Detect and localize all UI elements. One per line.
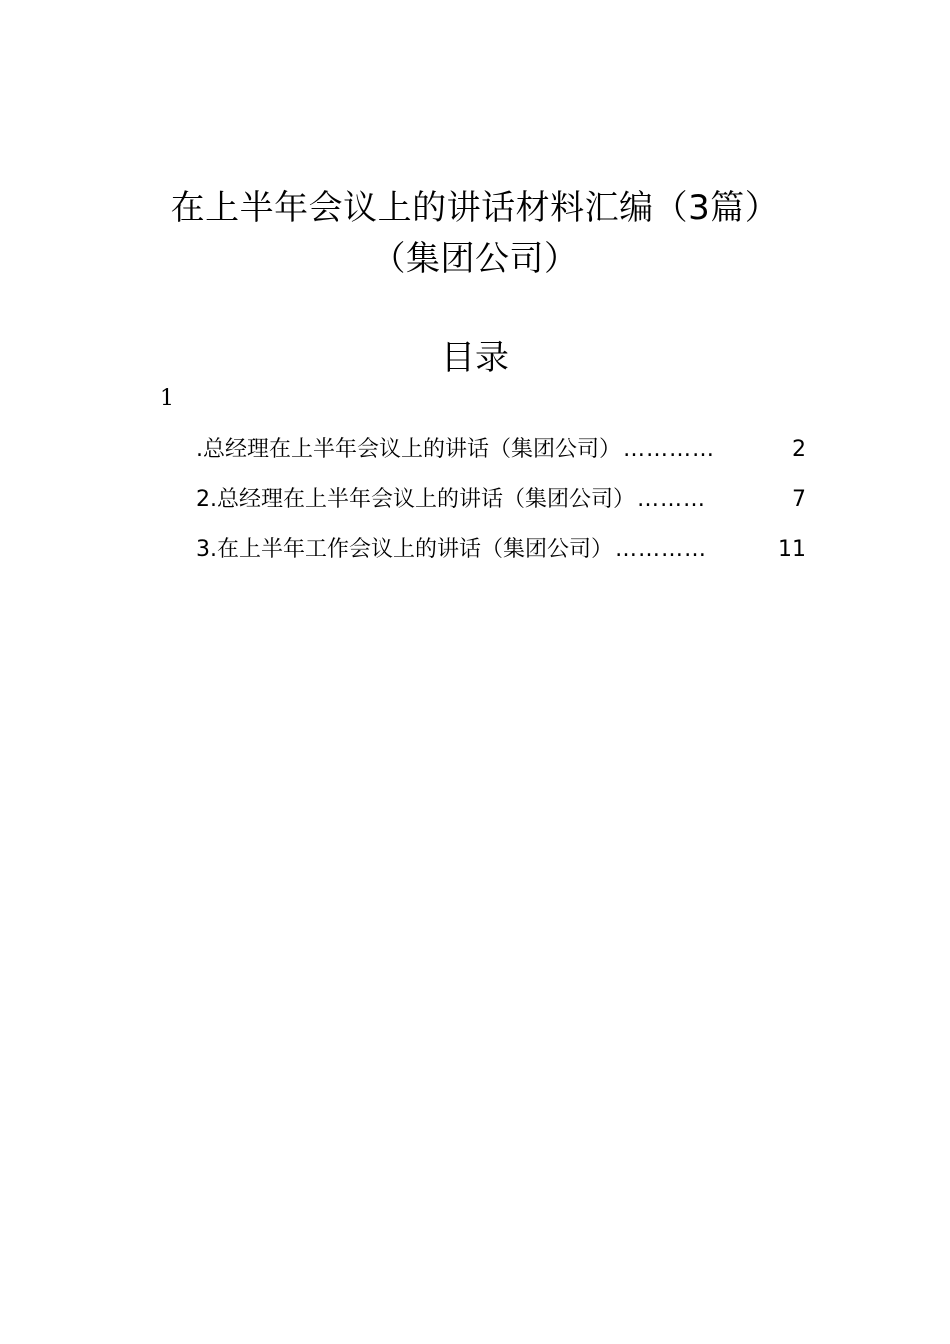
toc-item-page: 7 [792, 487, 806, 512]
document-subtitle: （集团公司） [371, 239, 579, 279]
stray-number: 1 [160, 386, 174, 411]
document-title: 在上半年会议上的讲话材料汇编（3篇） [170, 188, 780, 228]
toc-item-page: 11 [778, 537, 806, 562]
toc-heading: 目录 [441, 338, 509, 378]
toc-item-page: 2 [792, 437, 806, 462]
toc-item-text: 3.在上半年工作会议上的讲话（集团公司） [196, 537, 613, 562]
toc-item-text: .总经理在上半年会议上的讲话（集团公司） [196, 437, 621, 462]
toc-item[interactable] [196, 532, 806, 582]
toc-list [196, 432, 806, 582]
toc-item-leader: ………… [615, 537, 707, 562]
toc-item-text: 2.总经理在上半年会议上的讲话（集团公司） [196, 487, 635, 512]
toc-item[interactable] [196, 482, 806, 532]
toc-item-leader: ……… [637, 487, 706, 512]
toc-item-leader: ………… [623, 437, 715, 462]
toc-item[interactable] [196, 432, 806, 482]
